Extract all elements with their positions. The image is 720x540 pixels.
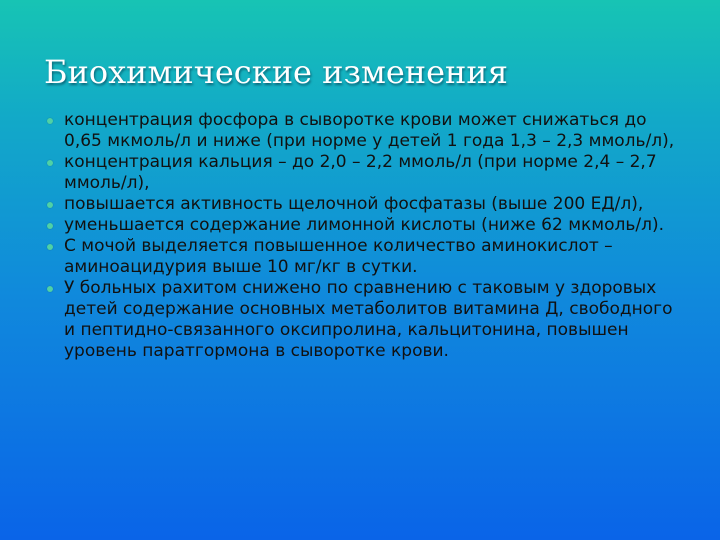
bullet-list — [44, 110, 684, 362]
list-item — [44, 194, 684, 215]
bullet-dot-icon — [47, 223, 53, 229]
list-item-text: С мочой выделяется повышенное количество аминокислот – аминоацидурия выше 10 мг/кг в сутки. — [64, 236, 613, 277]
bullet-dot-icon — [47, 160, 53, 166]
slide-title: Биохимические изменения — [44, 53, 508, 91]
bullet-dot-icon — [47, 202, 53, 208]
bullet-dot-icon — [47, 286, 53, 292]
list-item — [44, 152, 684, 194]
list-item — [44, 236, 684, 278]
list-item-text: концентрация кальция – до 2,0 – 2,2 ммоль/л (при норме 2,4 – 2,7 ммоль/л), — [64, 152, 657, 193]
list-item — [44, 110, 684, 152]
list-item-text: концентрация фосфора в сыворотке крови может снижаться до 0,65 мкмоль/л и ниже (при норме у детей 1 года 1,3 – 2,3 ммоль/л), — [64, 110, 675, 151]
bullet-dot-icon — [47, 118, 53, 124]
list-item — [44, 278, 684, 362]
list-item-text: У больных рахитом снижено по сравнению с таковым у здоровых детей содержание основных метаболитов витамина Д, свободного и пептидно-связанного оксипролина, кальцитонина, повышен уровень паратгормона в сыворотке крови. — [64, 278, 673, 361]
bullet-dot-icon — [47, 244, 53, 250]
list-item-text: повышается активность щелочной фосфатазы (выше 200 ЕД/л), — [64, 194, 644, 214]
list-item-text: уменьшается содержание лимонной кислоты (ниже 62 мкмоль/л). — [64, 215, 665, 235]
list-item — [44, 215, 684, 236]
